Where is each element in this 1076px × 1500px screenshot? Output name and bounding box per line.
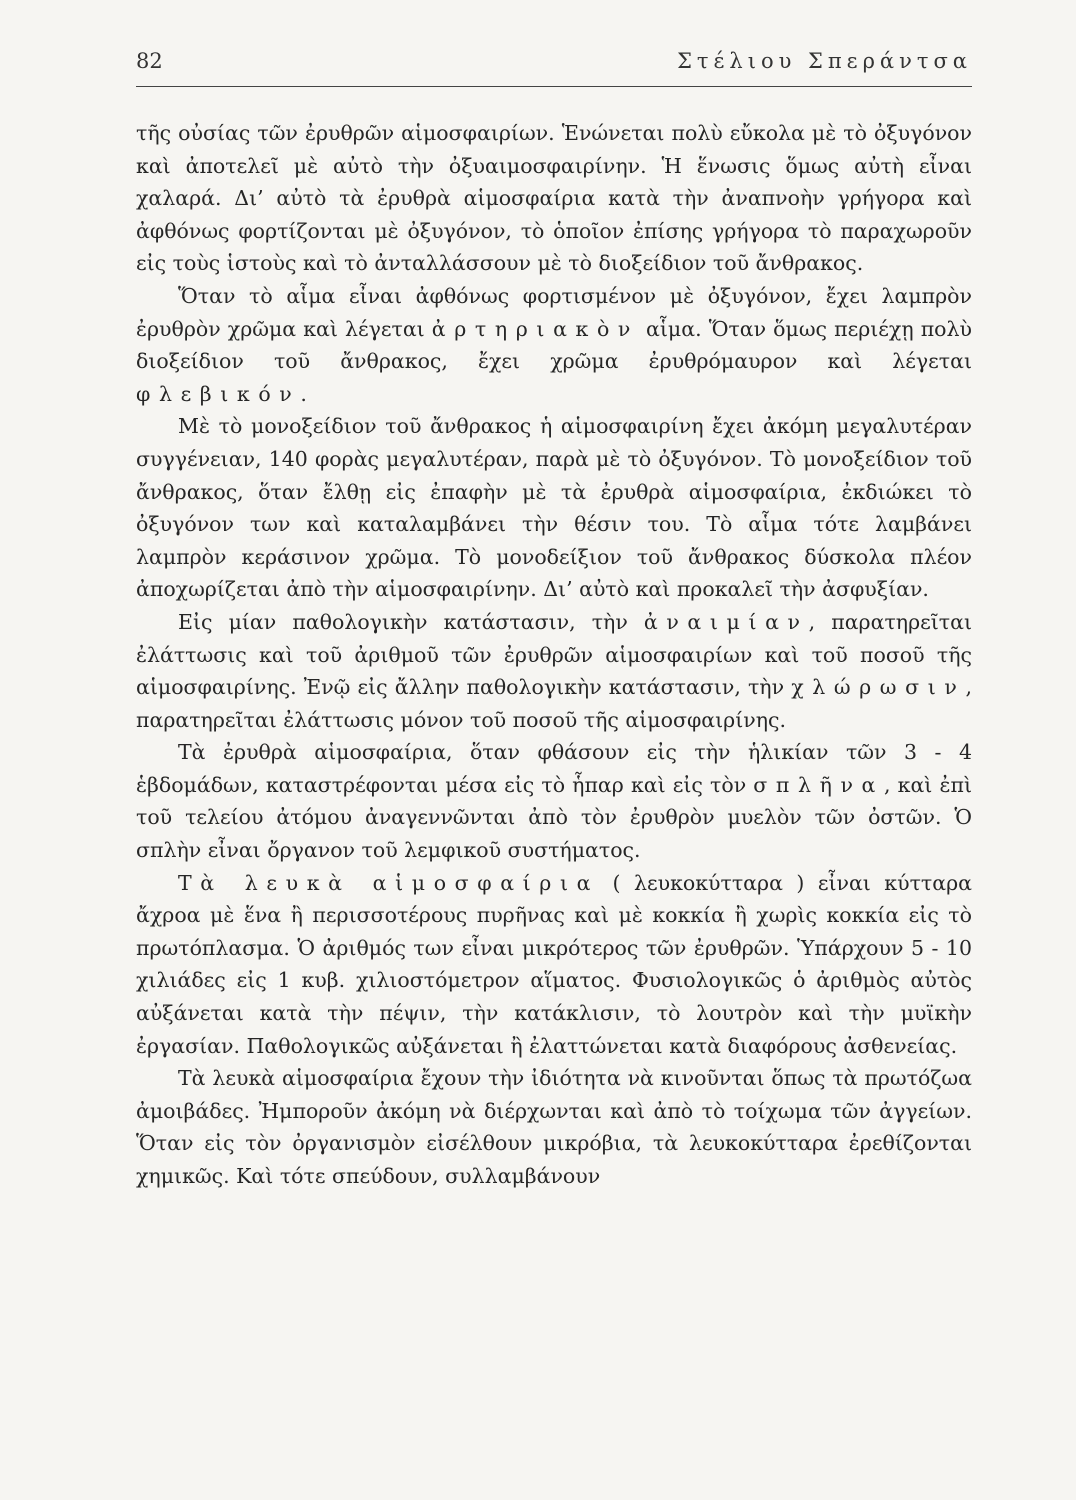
paragraph-1: τῆς οὐσίας τῶν ἐρυθρῶν αἱμοσφαιρίων. Ἑνώνεται πολὺ εὔκολα μὲ τὸ ὀξυγόνον καὶ ἀποτελεῖ μὲ αὐτὸ τὴν ὀξυαιμοσφαιρίνην. Ἡ ἕνωσις ὅμως αὐτὴ εἶναι χαλαρά. Δι’ αὐτὸ τὰ ἐρυθρὰ αἱμοσφαίρια κατὰ τὴν ἀναπνοὴν γρήγορα καὶ ἀφθόνως φορτίζονται μὲ ὀξυγόνον, τὸ ὁποῖον ἐπίσης γρήγορα τὸ παραχωροῦν εἰς τοὺς ἱστοὺς καὶ τὸ ἀνταλλάσσουν μὲ τὸ διοξείδιον τοῦ ἄνθρακος. [136,121,972,276]
page-number: 82 [136,49,163,73]
paragraph-4-after: , παρατηρεῖται ἐλάττωσις μόνον τοῦ ποσοῦ τῆς αἱμοσφαιρίνης. [136,675,972,732]
paragraph-5 [136,736,972,866]
term-chlorosis: χλώρωσιν [791,675,966,700]
paragraph-4 [136,606,972,736]
term-venous-blood: φλεβικόν [136,381,301,406]
term-white-blood-cells: Τὰ λευκὰ αἱμοσφαίρια [178,870,600,895]
body-text [136,117,972,1193]
paragraph-4-middle: , παρατηρεῖται ἐλάττωσις καὶ τοῦ ἀριθμοῦ τῶν ἐρυθρῶν αἱμοσφαιρίων καὶ τοῦ ποσοῦ τῆς αἱμοσφαιρίνης. Ἐνῷ εἰς ἄλλην παθολογικὴν κατάστασιν, τὴν [136,609,972,700]
term-spleen: σπλῆνα [753,772,885,797]
paragraph-2 [136,280,972,410]
paragraph-5-after: , καὶ ἐπὶ τοῦ τελείου ἀτόμου ἀναγεννῶνται ἀπὸ τὸν ἐρυθρὸν μυελὸν τῶν ὀστῶν. Ὁ σπλὴν εἶναι ὄργανον τοῦ λεμφικοῦ συστήματος. [136,772,972,863]
paragraph-6-after: ( λευκοκύτταρα ) εἶναι κύτταρα ἄχροα μὲ ἕνα ἢ περισσοτέρους πυρῆνας καὶ μὲ κοκκία ἢ χωρὶς κοκκία εἰς τὸ πρωτόπλασμα. Ὁ ἀριθμός των εἶναι μικρότερος τῶν ἐρυθρῶν. Ὑπάρχουν 5 - 10 χιλιάδες εἰς 1 κυβ. χιλιοστόμετρον αἵματος. Φυσιολογικῶς ὁ ἀριθμὸς αὐτὸς αὐξάνεται κατὰ τὴν πέψιν, τὴν κατάκλισιν, τὸ λουτρὸν καὶ τὴν μυϊκὴν ἐργασίαν. Παθολογικῶς αὐξάνεται ἢ ἐλαττώνεται κατὰ διαφόρους ἀσθενείας. [136,870,972,1058]
paragraph-7: Τὰ λευκὰ αἱμοσφαίρια ἔχουν τὴν ἰδιότητα νὰ κινοῦνται ὅπως τὰ πρωτόζωα ἀμοιβάδες. Ἠμποροῦν ἀκόμη νὰ διέρχωνται καὶ ἀπὸ τὸ τοίχωμα τῶν ἀγγείων. Ὅταν εἰς τὸν ὀργανισμὸν εἰσέλθουν μικρόβια, τὰ λευκοκύτταρα ἐρεθίζονται χημικῶς. Καὶ τότε σπεύδουν, συλλαμβάνουν [136,1066,972,1188]
page-header [136,45,972,81]
paragraph-5-before: Τὰ ἐρυθρὰ αἱμοσφαίρια, ὅταν φθάσουν εἰς τὴν ἡλικίαν τῶν 3 - 4 ἑβδομάδων, καταστρέφονται μέσα εἰς τὸ ἧπαρ καὶ εἰς τὸν [136,740,972,797]
paragraph-2-middle: αἷμα. Ὅταν ὅμως περιέχῃ πολὺ διοξείδιον τοῦ ἄνθρακος, ἔχει χρῶμα ἐρυθρόμαυρον καὶ λέγεται [136,316,972,374]
term-anemia: ἀναιμίαν [643,609,809,634]
paragraph-3: Μὲ τὸ μονοξείδιον τοῦ ἄνθρακος ἡ αἱμοσφαιρίνη ἔχει ἀκόμη μεγαλυτέραν συγγένειαν, 140 φορὰς μεγαλυτέραν, παρὰ μὲ τὸ ὀξυγόνον. Τὸ μονοξείδιον τοῦ ἄνθρακος, ὅταν ἔλθῃ εἰς ἐπαφὴν μὲ τὰ ἐρυθρὰ αἱμοσφαίρια, ἐκδιώκει τὸ ὀξυγόνον των καὶ καταλαμβάνει τὴν θέσιν του. Τὸ αἷμα τότε λαμβάνει λαμπρὸν κεράσινον χρῶμα. Τὸ μονοδείξιον τοῦ ἄνθρακος δύσκολα πλέον ἀποχωρίζεται ἀπὸ τὴν αἱμοσφαιρίνην. Δι’ αὐτὸ καὶ προκαλεῖ τὴν ἀσφυξίαν. [136,414,972,602]
header-rule [136,86,972,87]
paragraph-6 [136,867,972,1063]
paragraph-2-after: . [300,381,307,406]
paragraph-2-before: Ὅταν τὸ αἷμα εἶναι ἀφθόνως φορτισμένον μὲ ὀξυγόνον, ἔχει λαμπρὸν ἐρυθρὸν χρῶμα καὶ λέγεται [136,283,972,341]
paragraph-4-before: Εἰς μίαν παθολογικὴν κατάστασιν, τὴν [178,609,644,634]
running-head: Στέλιου Σπεράντσα [677,49,972,73]
term-arterial-blood: ἀρτηριακὸν [431,316,639,341]
